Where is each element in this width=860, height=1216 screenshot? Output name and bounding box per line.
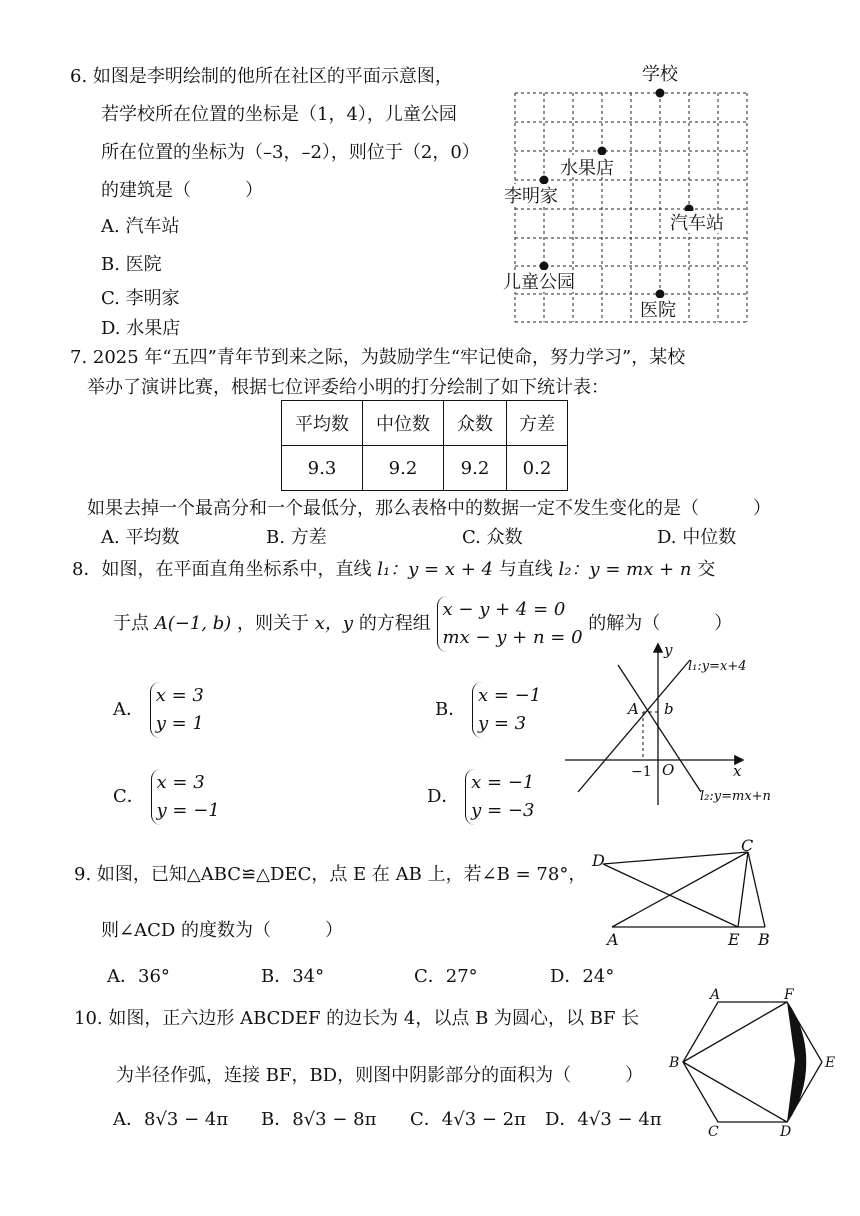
q8-option-c-label: C．	[113, 786, 145, 807]
q9-option-c[interactable]: C．27°	[414, 966, 478, 987]
q8-option-a[interactable]	[113, 682, 204, 738]
q8-option-b-y: y = 3	[477, 713, 527, 734]
y-axis-label: y	[664, 641, 673, 659]
q8-option-d-system	[465, 769, 534, 825]
q7-line1: 7. 2025 年“五四”青年节到来之际，为鼓励学生“牢记使命，努力学习”，某校	[70, 347, 686, 368]
fig9-label-d: D	[592, 851, 605, 870]
q6-option-b[interactable]: B. 医院	[101, 254, 162, 275]
school-dot	[656, 89, 665, 98]
fig10-label-c: C	[708, 1124, 719, 1140]
header-mode: 众数	[444, 401, 507, 446]
shaded-region	[787, 1002, 806, 1122]
fig10-label-a: A	[710, 987, 721, 1003]
school-label: 学校	[642, 64, 678, 85]
q8-variables: x，y	[314, 613, 354, 634]
q9-option-a[interactable]: A．36°	[107, 966, 170, 987]
q8-option-d-x: x = −1	[471, 772, 535, 793]
q8-line2-text-d: 的解为（ ）	[588, 613, 733, 634]
q7-option-d[interactable]: D. 中位数	[657, 527, 737, 548]
q8-line1	[72, 555, 715, 581]
header-variance: 方差	[507, 401, 568, 446]
fig10-label-d: D	[780, 1124, 792, 1140]
q7-line3: 如果去掉一个最高分和一个最低分，那么表格中的数据一定不发生变化的是（ ）	[87, 498, 771, 519]
q7-option-b[interactable]: B. 方差	[266, 527, 327, 548]
q7-line2: 举办了演讲比赛，根据七位评委给小明的打分绘制了如下统计表：	[87, 377, 609, 398]
q8-option-d[interactable]	[427, 769, 534, 825]
q8-option-c-x: x = 3	[156, 772, 205, 793]
b-label: b	[664, 700, 674, 718]
x-axis-label: x	[733, 762, 742, 780]
hospital-dot	[656, 290, 665, 299]
value-variance: 0.2	[507, 446, 568, 491]
point-a-label: A	[628, 700, 639, 718]
q8-option-a-x: x = 3	[155, 685, 204, 706]
q8-option-b-system	[472, 682, 541, 738]
equation-1: x − y + 4 = 0	[442, 599, 566, 620]
q8-option-a-label: A．	[113, 699, 144, 720]
q10-option-b[interactable]: B．8√3 − 8π	[261, 1109, 377, 1130]
table-header-row	[282, 401, 568, 446]
q8-option-d-y: y = −3	[471, 800, 535, 821]
fig9-label-b: B	[758, 930, 770, 949]
l1-label: l₁:y=x+4	[688, 659, 747, 674]
liming-home-dot	[540, 176, 549, 185]
liming-home-label: 李明家	[504, 186, 558, 207]
q6-line4: 的建筑是（ ）	[101, 180, 263, 201]
l2-label: l₂:y=mx+n	[700, 789, 771, 804]
line-l1-equation: l₁：y = x + 4	[377, 559, 493, 580]
q8-option-b-label: B．	[435, 699, 467, 720]
q10-option-a[interactable]: A．8√3 − 4π	[113, 1109, 229, 1130]
header-median: 中位数	[363, 401, 444, 446]
q9-line1: 9. 如图，已知△ABC≌△DEC，点 E 在 AB 上，若∠B = 78°，	[74, 864, 587, 885]
park-label: 儿童公园	[503, 272, 575, 293]
line-l2-equation: l₂：y = mx + n	[558, 559, 692, 580]
q10-line1: 10. 如图，正六边形 ABCDEF 的边长为 4，以点 B 为圆心，以 BF 长	[74, 1008, 640, 1029]
congruent-triangles-figure	[585, 835, 790, 955]
q6-option-a[interactable]: A. 汽车站	[101, 216, 180, 237]
fig10-label-f: F	[784, 987, 794, 1003]
coordinate-lines-figure	[560, 640, 800, 810]
point-a-coordinates: A(−1, b)	[154, 613, 232, 634]
value-mean: 9.3	[282, 446, 363, 491]
value-mode: 9.2	[444, 446, 507, 491]
q10-option-d[interactable]: D．4√3 − 4π	[545, 1109, 662, 1130]
fig9-label-e: E	[728, 930, 740, 949]
q8-option-a-system	[150, 682, 204, 738]
q8-option-c[interactable]	[113, 769, 220, 825]
origin-label: O	[662, 761, 675, 779]
q8-line1-text-c: 交	[697, 559, 716, 580]
fig9-label-c: C	[741, 836, 754, 855]
q9-line2: 则∠ACD 的度数为（ ）	[101, 920, 344, 941]
segment-bf	[683, 1002, 787, 1062]
q8-line1-text-a: 8．如图，在平面直角坐标系中，直线	[72, 559, 372, 580]
park-dot	[540, 262, 549, 271]
bus-station-label: 汽车站	[670, 213, 724, 234]
header-mean: 平均数	[282, 401, 363, 446]
q8-option-b-x: x = −1	[477, 685, 542, 706]
score-statistics-table	[281, 400, 568, 491]
q8-option-b[interactable]	[435, 682, 541, 738]
q10-option-c[interactable]: C．4√3 − 2π	[410, 1109, 526, 1130]
q6-option-c[interactable]: C. 李明家	[101, 288, 180, 309]
table-value-row	[282, 446, 568, 491]
fig9-label-a: A	[607, 930, 619, 949]
q8-option-a-y: y = 1	[155, 713, 204, 734]
q8-line1-text-b: 与直线	[498, 559, 553, 580]
q8-option-c-y: y = −1	[156, 800, 220, 821]
q8-line2-text-b: ，则关于	[237, 613, 310, 634]
q8-option-c-system	[151, 769, 220, 825]
value-median: 9.2	[363, 446, 444, 491]
q7-option-a[interactable]: A. 平均数	[101, 527, 180, 548]
q6-option-d[interactable]: D. 水果店	[101, 318, 181, 339]
q8-option-d-label: D．	[427, 786, 460, 807]
q9-option-d[interactable]: D．24°	[550, 966, 615, 987]
hospital-label: 医院	[640, 300, 676, 321]
q10-line2: 为半径作弧，连接 BF，BD，则图中阴影部分的面积为（ ）	[116, 1065, 644, 1086]
fig10-label-e: E	[825, 1055, 836, 1071]
q6-line2: 若学校所在位置的坐标是（1，4），儿童公园	[101, 104, 457, 125]
q7-option-c[interactable]: C. 众数	[462, 527, 523, 548]
q6-line1: 6. 如图是李明绘制的他所在社区的平面示意图，	[70, 66, 453, 87]
q8-line2-text-c: 的方程组	[358, 613, 431, 634]
q6-line3: 所在位置的坐标为（–3，–2），则位于（2，0）	[101, 142, 480, 163]
community-map-figure	[500, 55, 760, 330]
segment-bd	[683, 1062, 787, 1122]
q8-line2-text-a: 于点	[113, 613, 149, 634]
fruit-shop-dot	[598, 147, 607, 156]
equation-2: mx − y + n = 0	[442, 627, 583, 648]
fruit-shop-label: 水果店	[560, 158, 614, 179]
hexagon-figure	[662, 985, 834, 1140]
q9-option-b[interactable]: B．34°	[261, 966, 325, 987]
minus-one-tick: −1	[631, 764, 652, 780]
fig10-label-b: B	[669, 1055, 680, 1071]
